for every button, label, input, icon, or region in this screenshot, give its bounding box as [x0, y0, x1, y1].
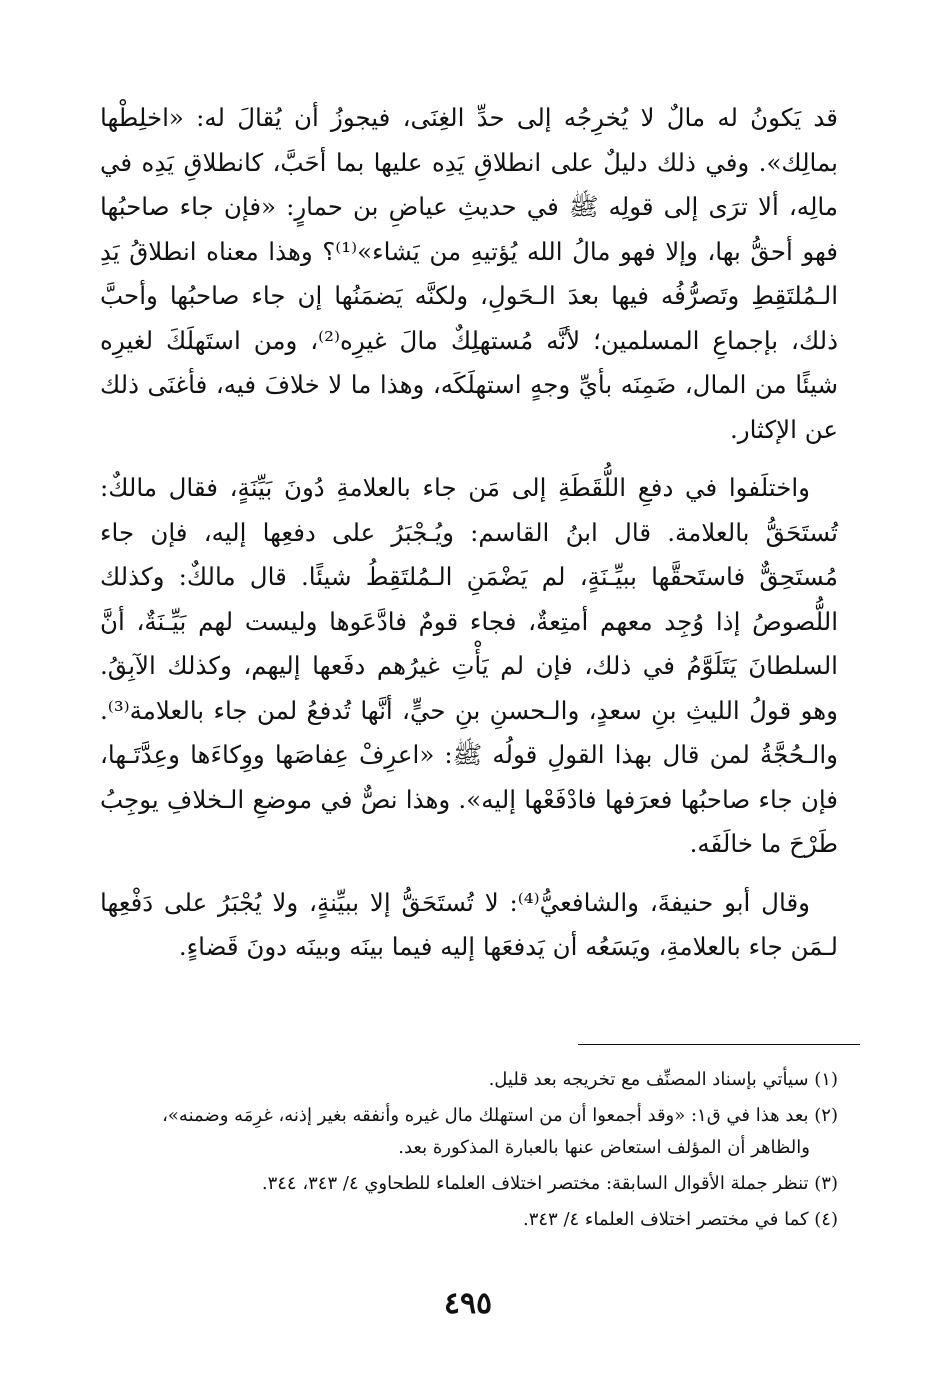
footnote-2-line-1: (٢) بعد هذا في ق١: «وقد أجمعوا أن من استهلك مال غيره وأنفقه بغير إذنه، غرِمَه وضمنه»، — [162, 1105, 838, 1126]
footnote-2 — [100, 1100, 838, 1164]
footnote-3: (٣) تنظر جملة الأقوال السابقة: مختصر اختلاف العلماء للطحاوي ٤/ ٣٤٣، ٣٤٤. — [261, 1173, 838, 1194]
footnote-2-line-2: والظاهر أن المؤلف استعاض عنها بالعبارة المذكورة بعد. — [398, 1137, 810, 1158]
footnote-4: (٤) كما في مختصر اختلاف العلماء ٤/ ٣٤٣. — [522, 1209, 838, 1230]
page-number: ٤٩٥ — [443, 1286, 493, 1321]
main-text — [100, 96, 838, 970]
footnote-1: (١) سيأتي بإسناد المصنِّف مع تخريجه بعد قليل. — [488, 1069, 838, 1090]
footnotes — [100, 1064, 838, 1240]
footnote-separator — [578, 1044, 860, 1045]
paragraph-3: وقال أبو حنيفةَ، والشافعيُّ⁽⁴⁾: لا تُستَحَقُّ إلا ببيِّنةٍ، ولا يُجْبَرُ على دَفْعِها لـمَن جاء بالعلامةِ، ويَسَعُه أن يَدفعَها إليه فيما بينَه وبينَه دونَ قَضاءٍ. — [100, 887, 838, 961]
paragraph-2: واختلَفوا في دفعِ اللُّقَطَةِ إلى مَن جاء بالعلامةِ دُونَ بَيِّنَةٍ، فقال مالكٌ: تُستَحَقُّ بالعلامة. قال ابنُ القاسم: ويُـجْبَرُ على دفعِها إليه، فإن جاء مُستَحِقٌّ فاستَحقَّها ببيِّـنَةٍ، لم يَضْمَنِ الـمُلتَقِطُ شيئًا. قال مالكٌ: وكذلك اللُّصوصُ إذا وُجِد معهم أمتِعةٌ، فجاء قومٌ فادَّعَوها وليست لهم بَيِّـنَةٌ، أنَّ السلطانَ يَتَلَوَّمُ في ذلك، فإن لم يَأْتِ غيرُهم دفَعها إليهم، وكذلك الآبِقُ. وهو قولُ الليثِ بنِ سعدٍ، والـحسنِ بنِ حيٍّ، أنَّها تُدفعُ لمن جاء بالعلامة⁽³⁾. والـحُجَّةُ لمن قال بهذا القولِ قولُه ﷺ: «اعرِفْ عِفاصَها ووِكاءَها وعِدَّتَـها، فإن جاء صاحبُها فعرَفها فادْفَعْها إليه». وهذا نصٌّ في موضعِ الـخلافِ يوجِبُ طَرْحَ ما خالَفَه. — [100, 473, 838, 858]
paragraph-1: قد يَكونُ له مالٌ لا يُخرِجُه إلى حدِّ الغِنَى، فيجوزُ أن يُقالَ له: «اخلِطْها بمالِك». وفي ذلك دليلٌ على انطلاقِ يَدِه عليها بما أحَبَّ، كانطلاقِ يَدِه في مالِه، ألا ترَى إلى قولِه ﷺ في حديثِ عياضِ بن حمارٍ: «فإن جاء صاحبُها فهو أحقُّ بها، وإلا فهو مالُ الله يُؤتيهِ من يَشاء»⁽¹⁾؟ وهذا معناه انطلاقُ يَدِ الـمُلتَقِطِ وتَصرُّفُه فيها بعدَ الـحَولِ، ولكنَّه يَضمَنُها إن جاء صاحبُها وأحبَّ ذلك، بإجماعِ المسلمين؛ لأنَّه مُستهلِكٌ مالَ غيرِه⁽²⁾، ومن استَهلَكَ لغيرِه شيئًا من المال، ضَمِنَه بأيِّ وجهٍ استهلَكَه، وهذا ما لا خلافَ فيه، فأغنَى ذلك عن الإكثار. — [100, 103, 838, 444]
